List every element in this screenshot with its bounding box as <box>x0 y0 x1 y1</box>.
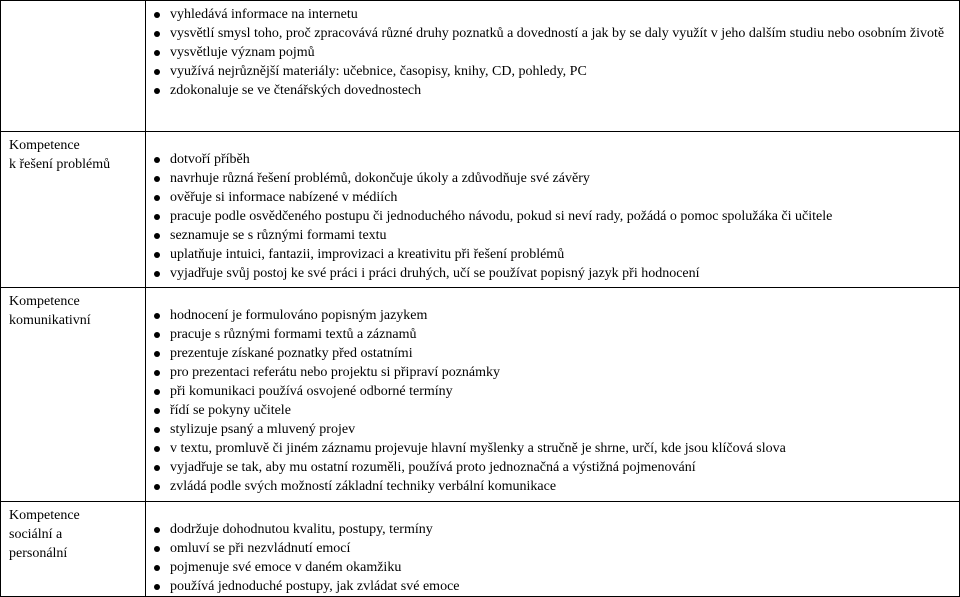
competence-label-line: komunikativní <box>9 313 91 328</box>
competence-items-cell <box>146 132 960 288</box>
list-item-text: zvládá podle svých možností základní techniky verbální komunikace <box>170 479 557 494</box>
competence-row <box>1 502 960 597</box>
bullet-icon <box>154 271 160 277</box>
list-item <box>148 401 955 420</box>
bullet-icon <box>154 465 160 471</box>
list-item <box>148 62 955 81</box>
bullet-icon <box>154 50 160 56</box>
list-item <box>148 81 955 100</box>
bullet-list <box>148 150 955 283</box>
bullet-icon <box>154 313 160 319</box>
list-item-text: ověřuje si informace nabízené v médiích <box>170 190 398 205</box>
list-item <box>148 577 955 596</box>
list-item <box>148 344 955 363</box>
list-item <box>148 325 955 344</box>
list-item-text: řídí se pokyny učitele <box>170 403 291 418</box>
list-item <box>148 420 955 439</box>
list-item <box>148 477 955 496</box>
list-item-text: v textu, promluvě či jiném záznamu projevuje hlavní myšlenky a stručně je shrne, určí, kde jsou klíčová slova <box>170 441 786 456</box>
list-item <box>148 226 955 245</box>
bullet-icon <box>154 446 160 452</box>
list-item <box>148 169 955 188</box>
bullet-icon <box>154 565 160 571</box>
competence-label-line: k řešení problémů <box>9 157 111 172</box>
list-item-text: pro prezentaci referátu nebo projektu si připraví poznámky <box>170 365 501 380</box>
list-item <box>148 363 955 382</box>
list-item-text: vyjadřuje svůj postoj ke své práci i práci druhých, učí se používat popisný jazyk při hodnocení <box>170 266 700 281</box>
competence-label-line: Kompetence <box>9 138 80 153</box>
list-item <box>148 188 955 207</box>
list-item-text: dodržuje dohodnutou kvalitu, postupy, termíny <box>170 522 433 537</box>
bullet-icon <box>154 195 160 201</box>
bullet-icon <box>154 484 160 490</box>
bullet-icon <box>154 332 160 338</box>
list-item <box>148 458 955 477</box>
list-item <box>148 382 955 401</box>
bullet-icon <box>154 370 160 376</box>
bullet-icon <box>154 389 160 395</box>
competence-label <box>1 1 146 132</box>
bullet-icon <box>154 69 160 75</box>
competence-items-cell <box>146 1 960 132</box>
list-item-text: omluví se při nezvládnutí emocí <box>170 541 351 556</box>
list-item <box>148 245 955 264</box>
competence-label <box>1 132 146 288</box>
competence-label <box>1 502 146 597</box>
list-item-text: vyhledává informace na internetu <box>170 7 358 22</box>
bullet-icon <box>154 584 160 590</box>
list-item <box>148 24 955 43</box>
list-item-text: zdokonaluje se ve čtenářských dovednostech <box>170 83 422 98</box>
bullet-icon <box>154 176 160 182</box>
list-item <box>148 439 955 458</box>
bullet-list <box>148 306 955 496</box>
bullet-icon <box>154 31 160 37</box>
bullet-icon <box>154 527 160 533</box>
spacer <box>148 506 955 520</box>
list-item-text: uplatňuje intuici, fantazii, improvizaci a kreativitu při řešení problémů <box>170 247 565 262</box>
list-item-text: používá jednoduché postupy, jak zvládat své emoce <box>170 579 460 594</box>
competence-label-line: sociální a <box>9 527 63 542</box>
bullet-icon <box>154 88 160 94</box>
competence-row <box>1 1 960 132</box>
bullet-list <box>148 520 955 596</box>
competence-row <box>1 288 960 502</box>
list-item <box>148 306 955 325</box>
list-item-text: vyjadřuje se tak, aby mu ostatní rozuměli, používá proto jednoznačná a výstižná pojmenování <box>170 460 696 475</box>
list-item-text: využívá nejrůznější materiály: učebnice, časopisy, knihy, CD, pohledy, PC <box>170 64 587 79</box>
list-item-text: stylizuje psaný a mluvený projev <box>170 422 356 437</box>
list-item <box>148 207 955 226</box>
bullet-list <box>148 5 955 100</box>
list-item-text: vysvětluje význam pojmů <box>170 45 315 60</box>
competence-label-line: Kompetence <box>9 294 80 309</box>
competence-label <box>1 288 146 502</box>
competence-items-cell <box>146 288 960 502</box>
bullet-icon <box>154 12 160 18</box>
bullet-icon <box>154 546 160 552</box>
list-item <box>148 150 955 169</box>
competence-items-cell <box>146 502 960 597</box>
list-item-text: dotvoří příběh <box>170 152 250 167</box>
bullet-icon <box>154 427 160 433</box>
list-item-text: navrhuje různá řešení problémů, dokončuje úkoly a zdůvodňuje své závěry <box>170 171 590 186</box>
list-item-text: pojmenuje své emoce v daném okamžiku <box>170 560 402 575</box>
list-item <box>148 43 955 62</box>
bullet-icon <box>154 157 160 163</box>
list-item-text: vysvětlí smysl toho, proč zpracovává různé druhy poznatků a dovedností a jak by se daly využít v jeho dalším studiu nebo osobním životě <box>170 26 945 41</box>
list-item <box>148 264 955 283</box>
list-item-text: prezentuje získané poznatky před ostatními <box>170 346 413 361</box>
list-item-text: při komunikaci používá osvojené odborné termíny <box>170 384 453 399</box>
list-item <box>148 5 955 24</box>
competence-table-body <box>1 1 960 597</box>
list-item-text: hodnocení je formulováno popisným jazykem <box>170 308 428 323</box>
bullet-icon <box>154 408 160 414</box>
competence-label-line: personální <box>9 546 68 561</box>
list-item-text: seznamuje se s různými formami textu <box>170 228 387 243</box>
competence-row <box>1 132 960 288</box>
bullet-icon <box>154 252 160 258</box>
list-item-text: pracuje s různými formami textů a záznamů <box>170 327 417 342</box>
list-item <box>148 520 955 539</box>
competence-label-line: Kompetence <box>9 508 80 523</box>
bullet-icon <box>154 233 160 239</box>
list-item <box>148 558 955 577</box>
list-item <box>148 539 955 558</box>
spacer <box>148 292 955 306</box>
spacer <box>148 136 955 150</box>
bullet-icon <box>154 351 160 357</box>
bullet-icon <box>154 214 160 220</box>
list-item-text: pracuje podle osvědčeného postupu či jednoduchého návodu, pokud si neví rady, požádá o pomoc spolužáka či učitele <box>170 209 833 224</box>
